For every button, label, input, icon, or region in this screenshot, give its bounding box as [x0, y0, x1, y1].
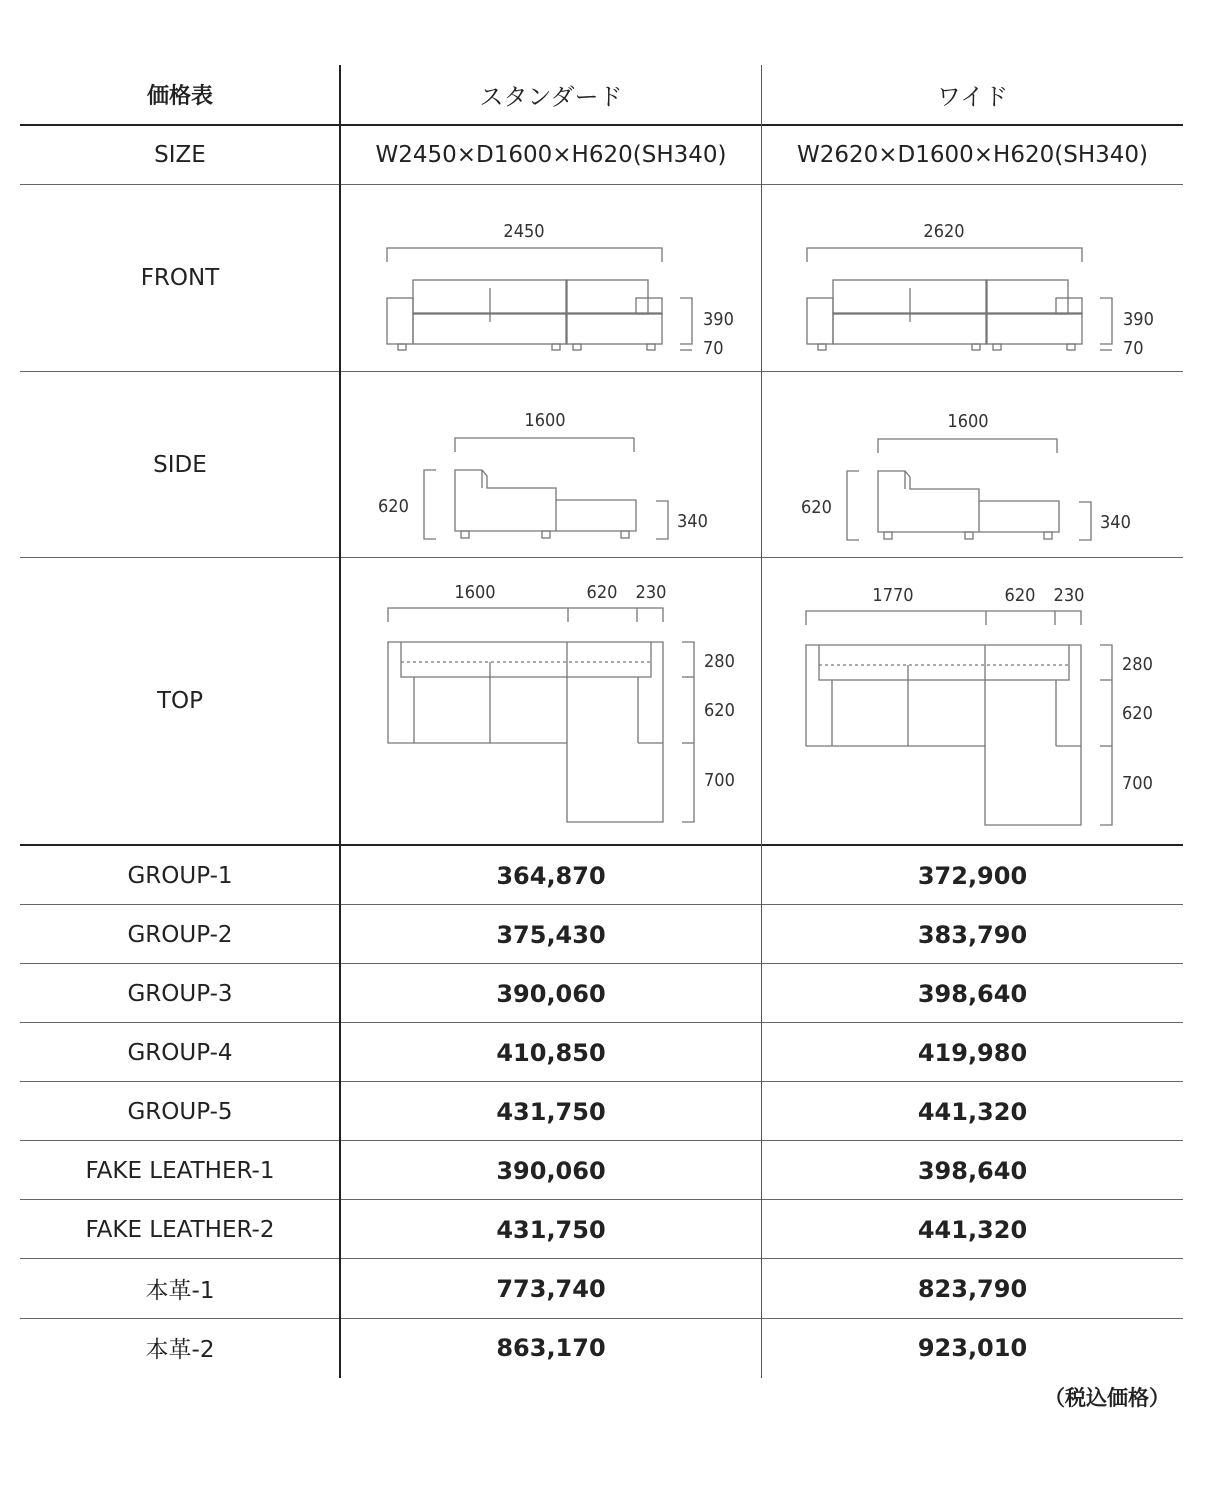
column-divider [761, 65, 762, 1378]
row-divider [20, 1140, 1183, 1141]
price-standard: 863,170 [496, 1333, 606, 1362]
top-dim-c: 230 [635, 582, 667, 603]
front-seat-dim: 390 [1123, 309, 1154, 330]
top-dim-d2: 620 [704, 700, 735, 721]
price-row-label: GROUP-5 [127, 1098, 233, 1125]
row-divider [20, 1081, 1183, 1082]
header-rule [20, 124, 1183, 126]
side-label: SIDE [153, 451, 207, 478]
front-leg-dim: 70 [1123, 338, 1144, 359]
price-standard: 431,750 [496, 1097, 606, 1126]
price-standard: 375,430 [496, 920, 606, 949]
price-row-label: FAKE LEATHER-2 [85, 1216, 275, 1243]
price-standard: 410,850 [496, 1038, 606, 1067]
price-row-label: FAKE LEATHER-1 [85, 1157, 275, 1184]
side-height-dim: 620 [801, 497, 832, 518]
price-row-label: GROUP-1 [127, 862, 233, 889]
side-seat-height-dim: 340 [677, 511, 708, 532]
header-wide: ワイド [936, 82, 1009, 111]
price-row-label: GROUP-2 [127, 921, 233, 948]
top-dim-c: 230 [1053, 585, 1085, 606]
price-wide: 372,900 [917, 861, 1028, 890]
side-depth-dim: 1600 [524, 410, 566, 431]
size-label: SIZE [154, 142, 206, 168]
price-row-label: 本革-2 [145, 1337, 215, 1363]
top-dim-a: 1770 [872, 585, 914, 606]
top-label: TOP [156, 688, 204, 714]
price-row-label: GROUP-4 [127, 1039, 233, 1066]
row-divider [20, 1199, 1183, 1200]
front-width-dim: 2450 [503, 221, 545, 242]
top-dim-d3: 700 [1122, 773, 1153, 794]
price-wide: 823,790 [917, 1274, 1028, 1303]
top-dim-d1: 280 [1122, 654, 1153, 675]
price-wide: 383,790 [917, 920, 1028, 949]
side-seat-height-dim: 340 [1100, 512, 1131, 533]
top-diagram-wide [788, 573, 1168, 838]
front-seat-dim: 390 [703, 309, 734, 330]
row-divider [20, 184, 1183, 185]
price-wide: 923,010 [917, 1333, 1028, 1362]
price-standard: 773,740 [496, 1274, 606, 1303]
row-divider [20, 904, 1183, 905]
row-divider [20, 1258, 1183, 1259]
front-diagram-wide [790, 210, 1170, 360]
top-dim-d2: 620 [1122, 703, 1153, 724]
price-wide: 419,980 [917, 1038, 1028, 1067]
price-wide: 441,320 [917, 1215, 1028, 1244]
price-row-label: 本革-1 [145, 1278, 215, 1304]
price-standard: 390,060 [496, 979, 606, 1008]
column-divider [339, 65, 341, 1378]
top-dim-d1: 280 [704, 651, 735, 672]
top-dim-b: 620 [1004, 585, 1036, 606]
front-diagram-standard [370, 210, 750, 360]
price-wide: 398,640 [917, 1156, 1028, 1185]
row-divider [20, 371, 1183, 372]
price-row-label: GROUP-3 [127, 980, 233, 1007]
price-wide: 398,640 [917, 979, 1028, 1008]
row-divider [20, 1318, 1183, 1319]
side-height-dim: 620 [378, 496, 409, 517]
front-width-dim: 2620 [923, 221, 965, 242]
price-standard: 431,750 [496, 1215, 606, 1244]
side-depth-dim: 1600 [947, 411, 989, 432]
price-rule [20, 844, 1183, 846]
header-standard: スタンダード [479, 82, 623, 111]
side-diagram-wide [793, 401, 1173, 551]
side-diagram-standard [370, 400, 750, 550]
size-wide: W2620×D1600×H620(SH340) [797, 142, 1148, 168]
row-divider [20, 557, 1183, 558]
size-standard: W2450×D1600×H620(SH340) [375, 142, 727, 168]
row-divider [20, 1022, 1183, 1023]
front-label: FRONT [140, 265, 220, 291]
tax-note: （税込価格） [1044, 1386, 1170, 1410]
price-standard: 364,870 [496, 861, 606, 890]
top-dim-b: 620 [586, 582, 618, 603]
price-standard: 390,060 [496, 1156, 606, 1185]
front-leg-dim: 70 [703, 338, 724, 359]
price-wide: 441,320 [917, 1097, 1028, 1126]
top-dim-a: 1600 [454, 582, 496, 603]
top-diagram-standard [370, 570, 750, 835]
top-dim-d3: 700 [704, 770, 735, 791]
header-label: 価格表 [146, 83, 213, 109]
row-divider [20, 963, 1183, 964]
